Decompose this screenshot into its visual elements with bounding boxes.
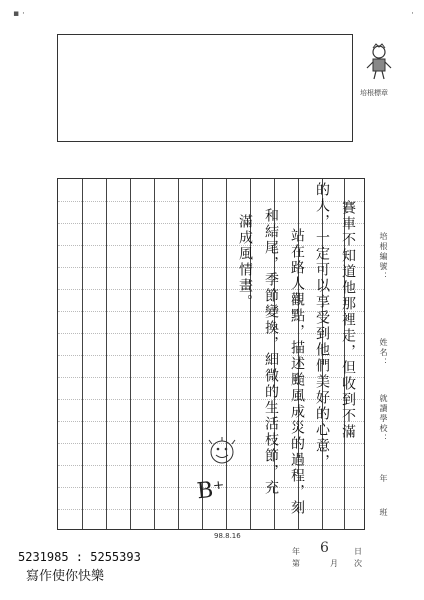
side-label-name: 姓名： xyxy=(379,338,388,368)
serial-number: 5231985 : 5255393 xyxy=(18,550,141,564)
grid-column-line xyxy=(82,179,83,529)
grid-row-line xyxy=(58,509,364,510)
registration-mark-top-right: · xyxy=(411,9,414,19)
motto-text: 寫作使你快樂 xyxy=(26,569,105,584)
grid-column-line xyxy=(226,179,227,529)
stamp-label: 培根標章 xyxy=(360,89,388,97)
mascot-stamp-icon xyxy=(364,42,394,82)
footer-day: 日 xyxy=(354,547,362,556)
side-label-school: 就讀學校： xyxy=(379,394,388,444)
grid-column-line xyxy=(202,179,203,529)
teacher-comment-box xyxy=(57,34,353,142)
registration-mark-top-left: ▪ · xyxy=(13,9,25,19)
grid-column-line xyxy=(178,179,179,529)
footer-page-number: 6 xyxy=(320,540,329,556)
essay-column-4: 和結尾，季節變換，細微的生活枝節，充 xyxy=(263,208,279,496)
footer-month: 月 xyxy=(330,559,338,568)
grid-column-line xyxy=(154,179,155,529)
footer-di: 第 xyxy=(292,559,300,568)
grading-date-note: 98.8.16 xyxy=(214,532,241,540)
footer-count: 次 xyxy=(354,559,362,568)
essay-column-1: 賽車不知道他那裡走，但收到不滿 xyxy=(340,200,356,440)
side-label-number: 培根編號： xyxy=(379,232,388,282)
grade-mark: B⁺ xyxy=(195,476,227,505)
grid-column-line xyxy=(130,179,131,529)
side-label-grade: 年 xyxy=(379,474,388,484)
essay-column-3: 站在路人觀點，描述颱風成災的過程，刻 xyxy=(289,228,305,516)
essay-column-5: 滿成風情畫。 xyxy=(237,214,253,310)
footer-year: 年 xyxy=(292,547,300,556)
grid-column-line xyxy=(106,179,107,529)
smiley-doodle-icon xyxy=(206,436,238,466)
side-label-class: 班 xyxy=(379,508,388,518)
essay-column-2: 的人，一定可以享受到他們美好的心意， xyxy=(314,182,330,470)
